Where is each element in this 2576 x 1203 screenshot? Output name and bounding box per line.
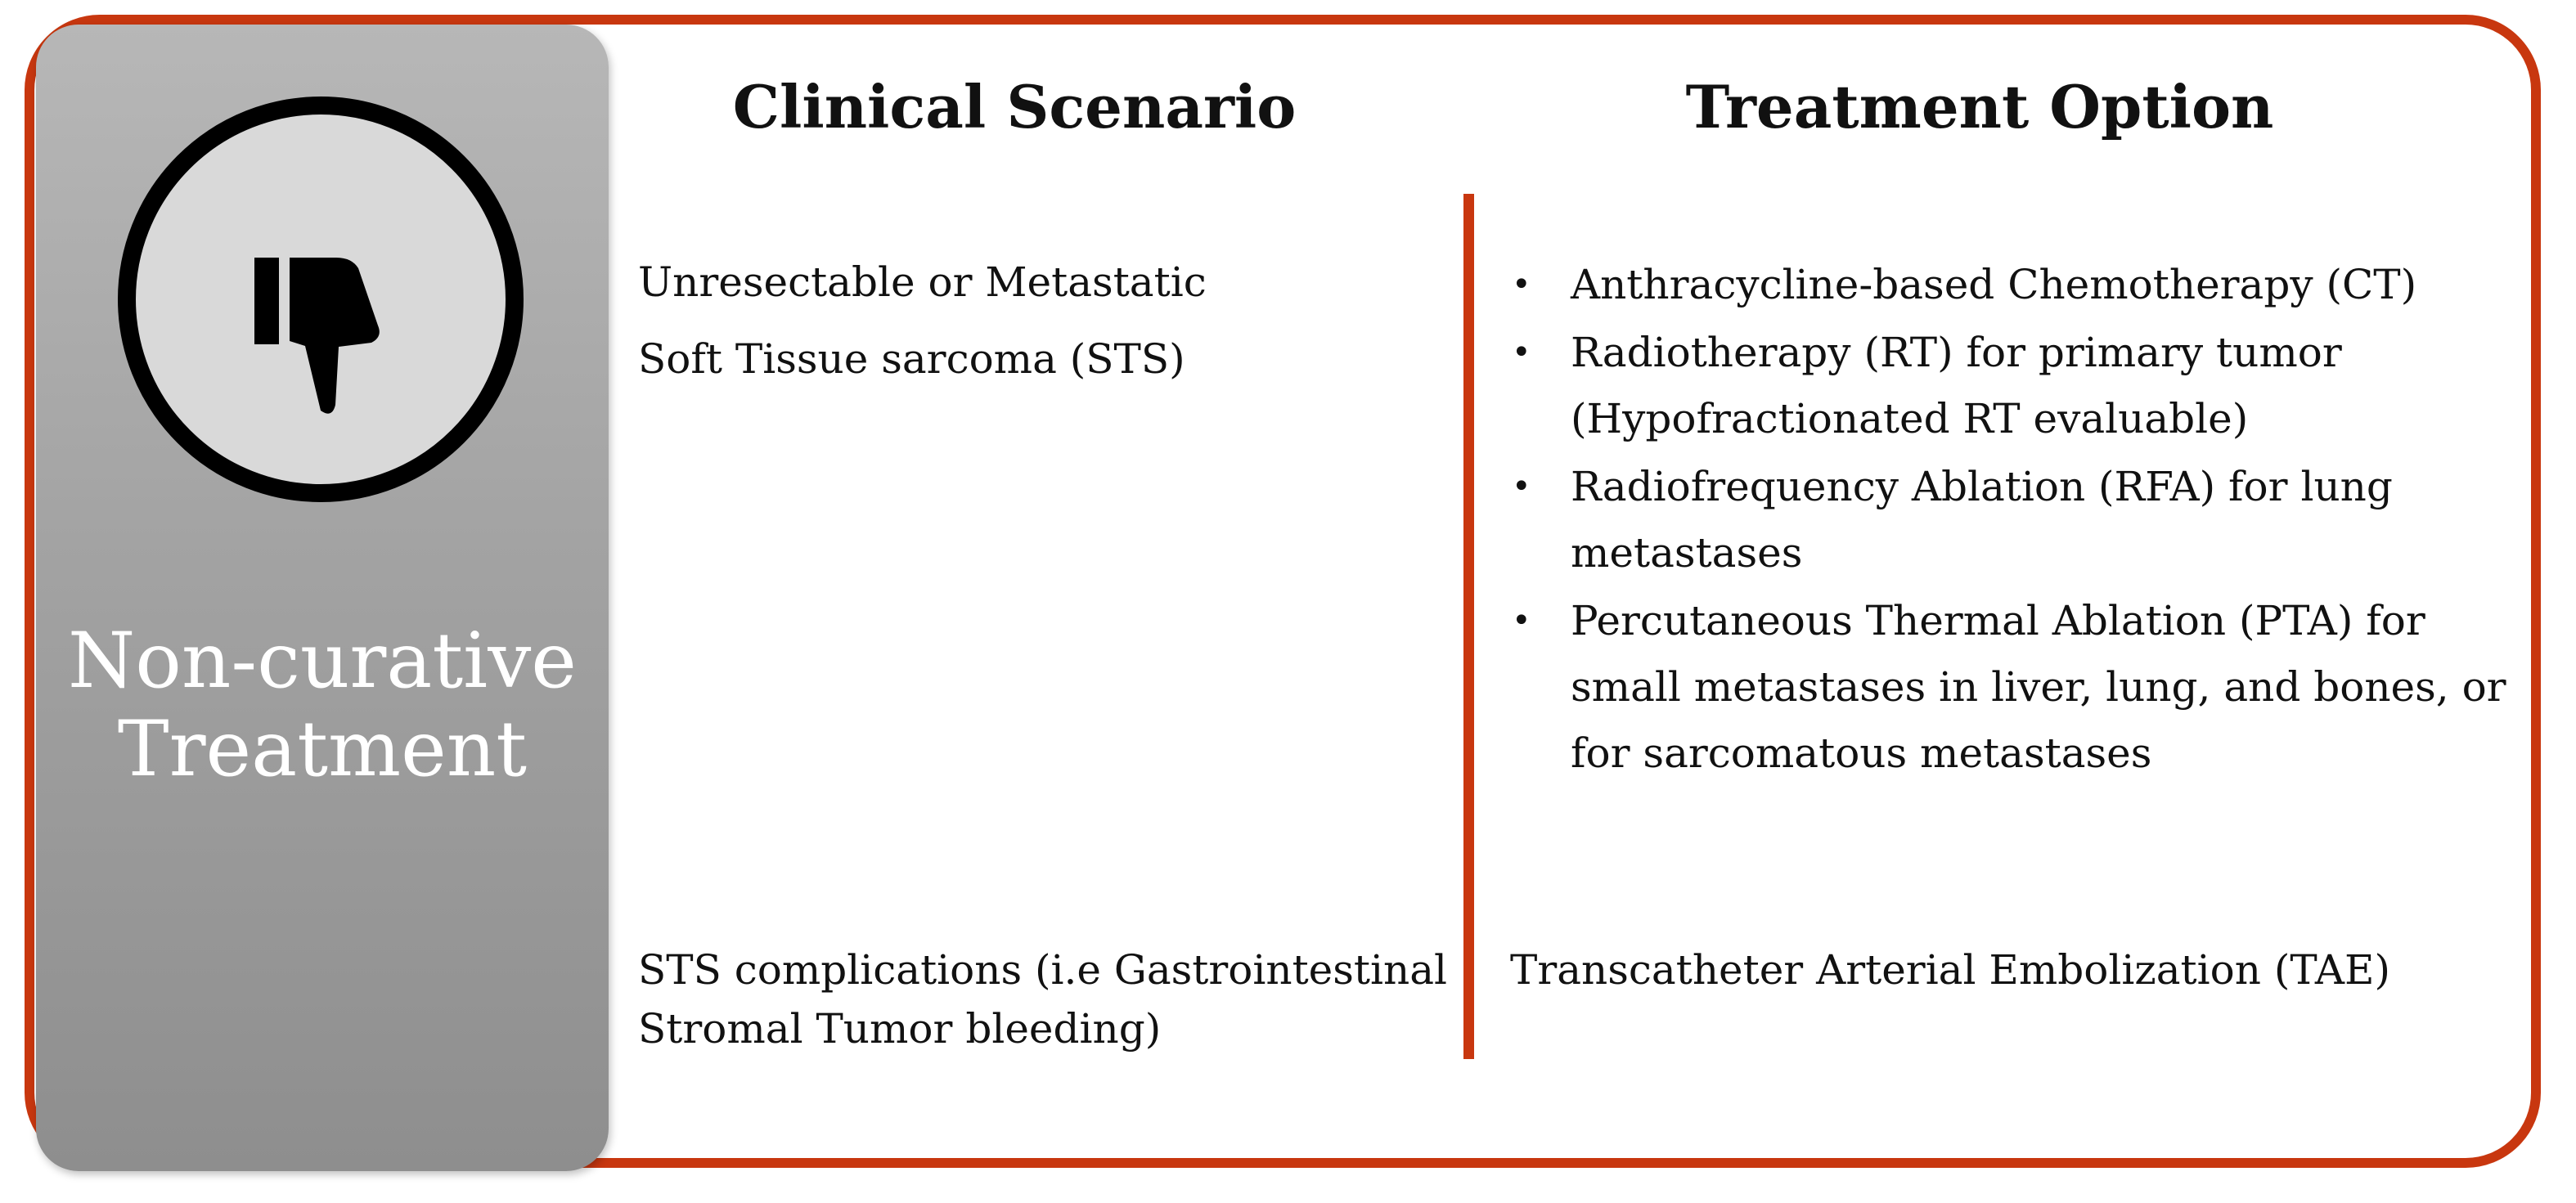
sidebar-title-line2: Treatment	[117, 705, 528, 794]
option-item-rfa	[1502, 454, 2524, 586]
option-line: Percutaneous Thermal Ablation (PTA) for	[1571, 597, 2425, 644]
option-line: Radiofrequency Ablation (RFA) for lung	[1571, 463, 2393, 510]
thumbs-down-badge	[118, 97, 524, 502]
clinical-scenario-header: Clinical Scenario	[732, 72, 1297, 141]
column-divider	[1463, 194, 1474, 1059]
bullet-icon: •	[1512, 266, 1531, 303]
treatment-options-list	[1502, 252, 2524, 788]
thumbs-down-icon	[136, 114, 506, 484]
bullet-icon: •	[1512, 602, 1531, 640]
bullet-icon: •	[1512, 334, 1531, 371]
scenario-line: Unresectable or Metastatic	[638, 258, 1207, 306]
option-line: Anthracycline-based Chemotherapy (CT)	[1571, 261, 2417, 308]
option-item-tae: Transcatheter Arterial Embolization (TAE)	[1510, 946, 2391, 994]
option-line: Radiotherapy (RT) for primary tumor	[1571, 329, 2342, 376]
scenario-line: STS complications (i.e Gastrointestinal	[638, 946, 1448, 994]
option-line: (Hypofractionated RT evaluable)	[1571, 395, 2249, 442]
option-item-pta	[1502, 588, 2524, 787]
scenario-sts-complications	[638, 940, 1447, 1058]
sidebar-title	[36, 617, 609, 794]
option-item-chemotherapy	[1502, 252, 2524, 318]
option-line: small metastases in liver, lung, and bones, or	[1571, 663, 2506, 711]
sidebar-title-line1: Non-curative	[68, 617, 577, 706]
scenario-metastatic-sts	[638, 244, 1207, 397]
scenario-line: Soft Tissue sarcoma (STS)	[638, 335, 1185, 383]
bullet-icon: •	[1512, 468, 1531, 505]
option-item-radiotherapy	[1502, 320, 2524, 452]
scenario-line: Stromal Tumor bleeding)	[638, 1005, 1162, 1053]
treatment-option-header: Treatment Option	[1685, 72, 2274, 141]
option-line: for sarcomatous metastases	[1571, 729, 2152, 777]
option-line: metastases	[1571, 529, 1803, 577]
